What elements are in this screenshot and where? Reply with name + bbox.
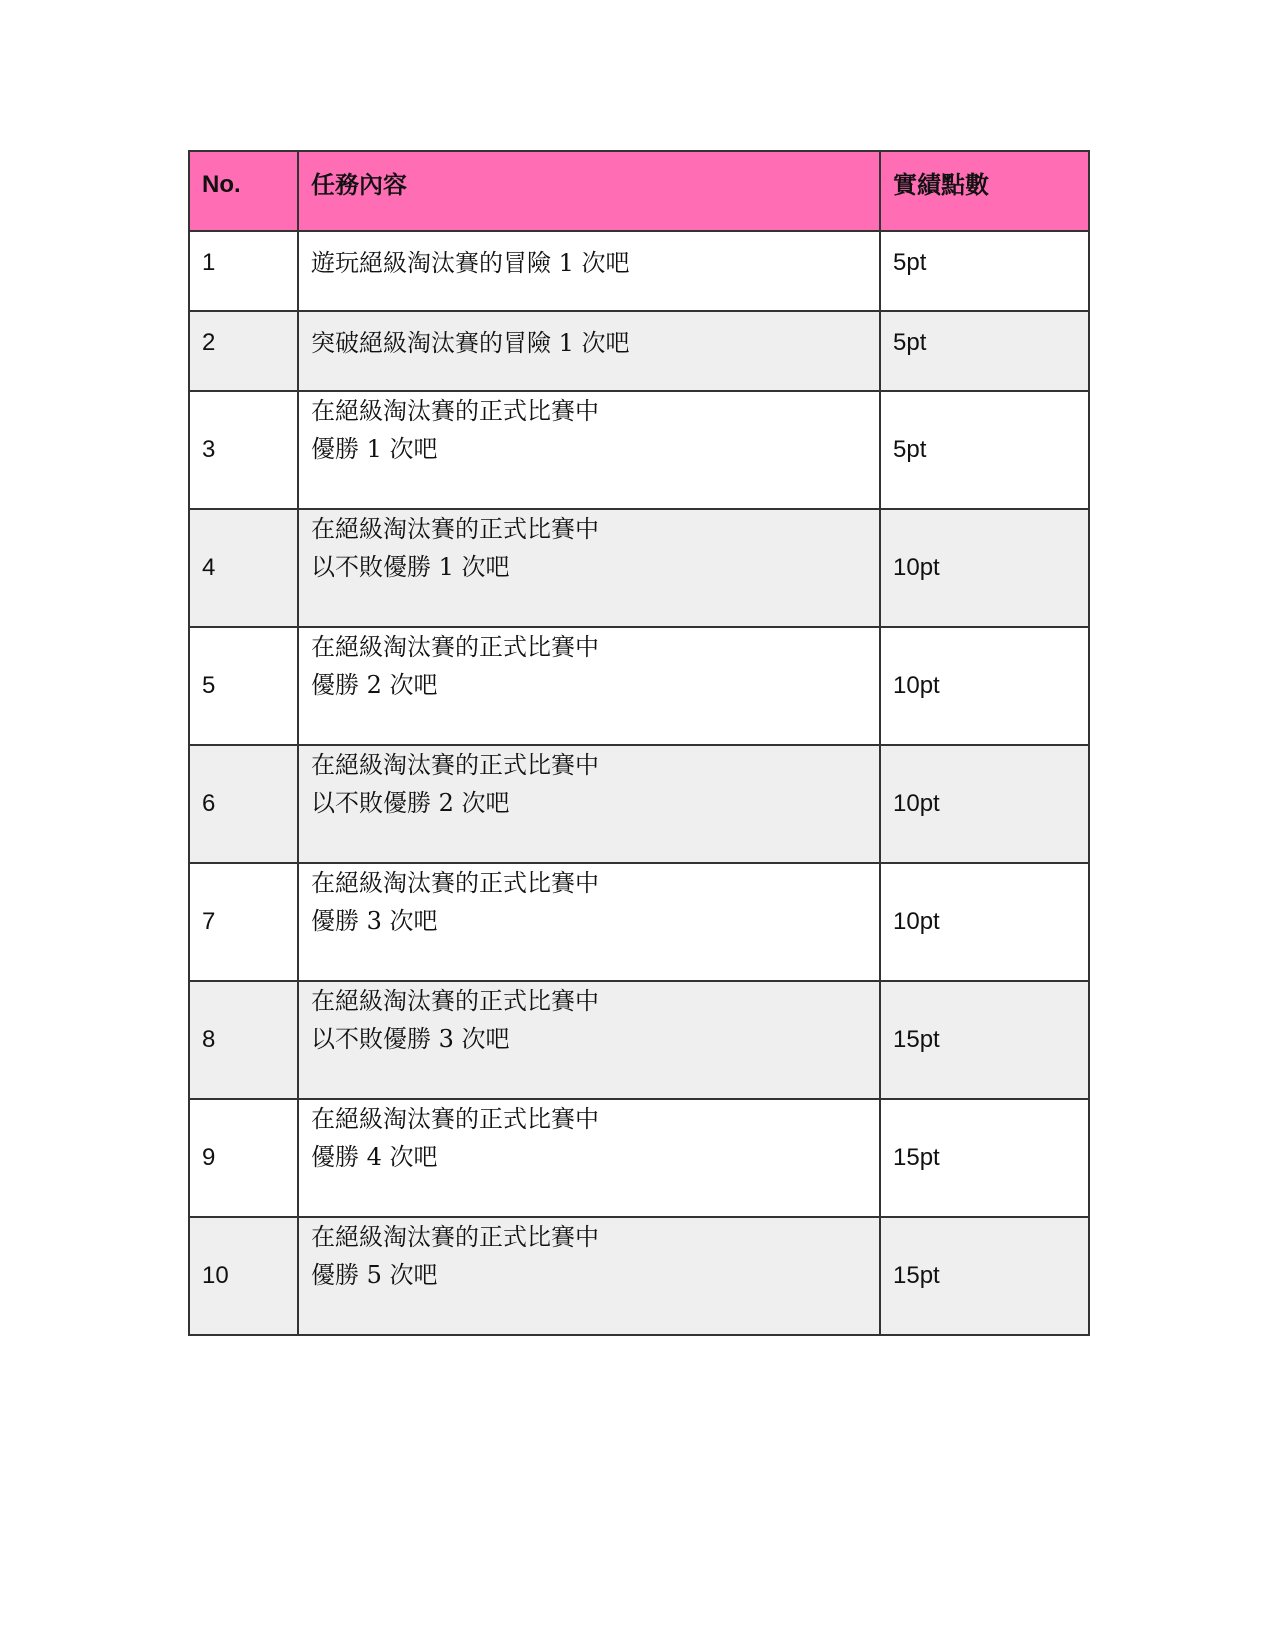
row-no: 7 — [189, 863, 298, 981]
row-task: 遊玩絕級淘汰賽的冒險 1 次吧 — [298, 231, 880, 311]
row-points: 15pt — [880, 1099, 1089, 1217]
row-task: 在絕級淘汰賽的正式比賽中 優勝 4 次吧 — [298, 1099, 880, 1217]
header-no: No. — [189, 151, 298, 231]
row-points: 15pt — [880, 1217, 1089, 1335]
row-task: 在絕級淘汰賽的正式比賽中 優勝 3 次吧 — [298, 863, 880, 981]
row-task: 在絕級淘汰賽的正式比賽中 優勝 1 次吧 — [298, 391, 880, 509]
row-no: 1 — [189, 231, 298, 311]
row-no: 6 — [189, 745, 298, 863]
table-row — [189, 627, 1089, 745]
row-points: 10pt — [880, 509, 1089, 627]
row-points: 5pt — [880, 391, 1089, 509]
table-row — [189, 1217, 1089, 1335]
row-task: 在絕級淘汰賽的正式比賽中 優勝 2 次吧 — [298, 627, 880, 745]
table-row — [189, 509, 1089, 627]
row-task: 在絕級淘汰賽的正式比賽中 優勝 5 次吧 — [298, 1217, 880, 1335]
row-points: 5pt — [880, 311, 1089, 391]
row-task: 在絕級淘汰賽的正式比賽中 以不敗優勝 3 次吧 — [298, 981, 880, 1099]
table-row — [189, 231, 1089, 311]
row-points: 5pt — [880, 231, 1089, 311]
table-row — [189, 981, 1089, 1099]
table-row — [189, 311, 1089, 391]
header-task: 任務內容 — [298, 151, 880, 231]
table-row — [189, 391, 1089, 509]
header-points: 實績點數 — [880, 151, 1089, 231]
row-no: 10 — [189, 1217, 298, 1335]
row-task: 在絕級淘汰賽的正式比賽中 以不敗優勝 1 次吧 — [298, 509, 880, 627]
table-row — [189, 745, 1089, 863]
mission-table — [188, 150, 1090, 1336]
row-no: 5 — [189, 627, 298, 745]
row-no: 2 — [189, 311, 298, 391]
table-row — [189, 1099, 1089, 1217]
row-points: 10pt — [880, 863, 1089, 981]
row-no: 8 — [189, 981, 298, 1099]
row-task: 在絕級淘汰賽的正式比賽中 以不敗優勝 2 次吧 — [298, 745, 880, 863]
row-no: 3 — [189, 391, 298, 509]
table-row — [189, 863, 1089, 981]
row-points: 15pt — [880, 981, 1089, 1099]
row-points: 10pt — [880, 745, 1089, 863]
table-header-row — [189, 151, 1089, 231]
row-no: 4 — [189, 509, 298, 627]
row-points: 10pt — [880, 627, 1089, 745]
row-no: 9 — [189, 1099, 298, 1217]
row-task: 突破絕級淘汰賽的冒險 1 次吧 — [298, 311, 880, 391]
